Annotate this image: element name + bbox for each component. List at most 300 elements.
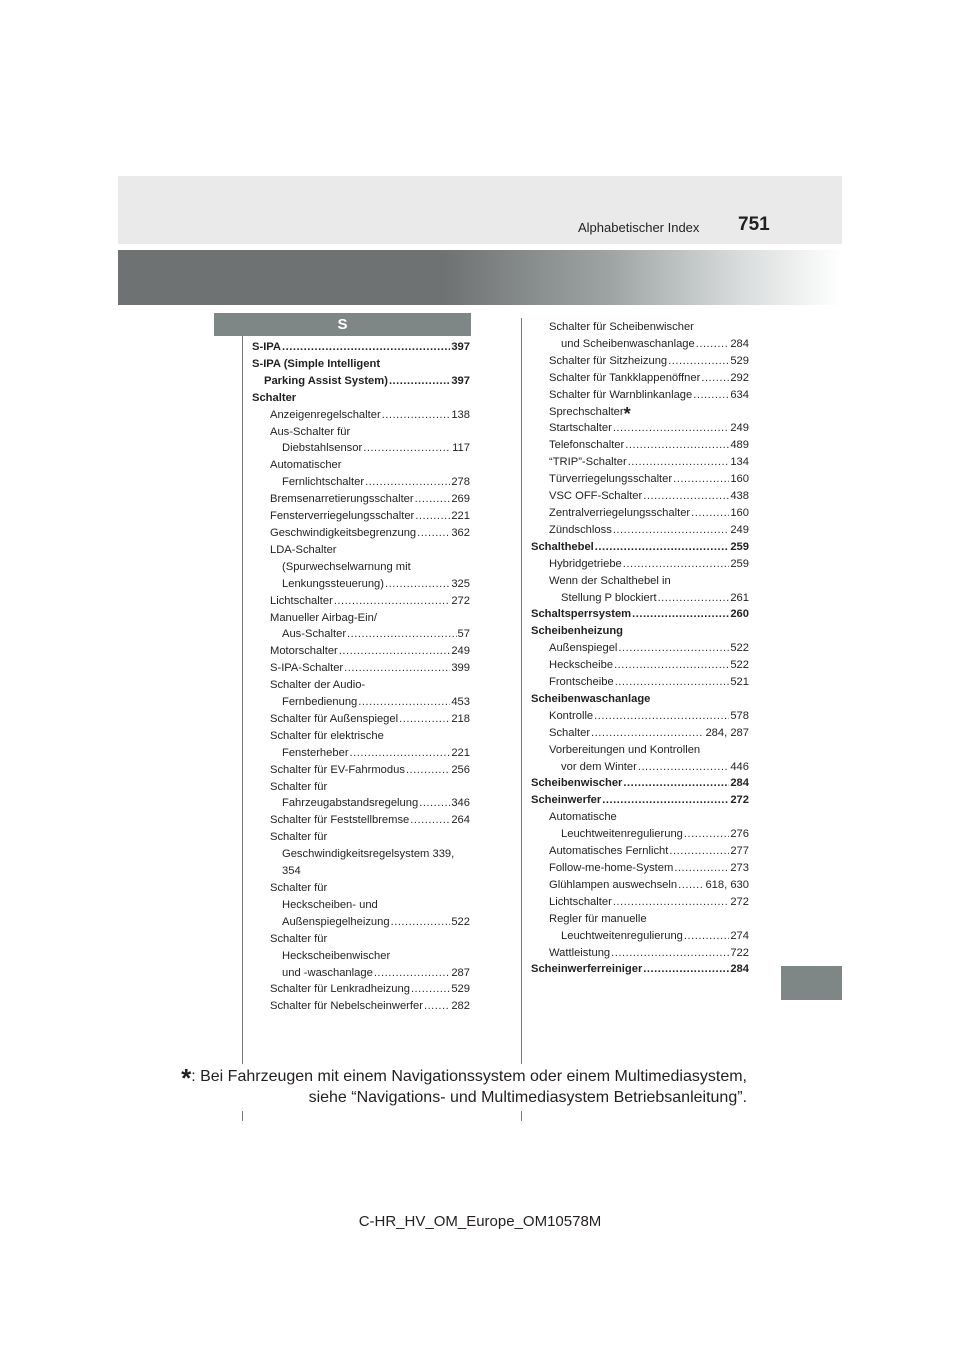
page-reference: 522 xyxy=(730,659,749,672)
index-term: Wenn der Schalthebel in xyxy=(549,574,671,587)
index-term: Schalter für Lenkradheizung xyxy=(270,983,410,996)
index-term: Schalter für Warnblinkanlage xyxy=(549,388,693,401)
index-entry-line xyxy=(270,795,470,812)
index-entry-line xyxy=(252,373,470,390)
dot-leader xyxy=(628,454,730,471)
index-entry xyxy=(531,623,749,640)
index-entry xyxy=(531,353,749,370)
index-term: Schalter für xyxy=(270,882,328,894)
page-reference: 259 xyxy=(730,557,749,570)
index-entry xyxy=(252,491,470,508)
index-term: LDA-Schalter xyxy=(270,543,337,556)
index-entry xyxy=(531,319,749,353)
index-term: Heckscheibenwischer xyxy=(282,949,391,962)
index-entry-line xyxy=(549,353,749,370)
index-entry-line xyxy=(270,998,470,1015)
index-term: Lichtschalter xyxy=(270,594,333,607)
index-entry xyxy=(252,356,470,390)
index-entry xyxy=(252,593,470,610)
index-entry xyxy=(252,711,470,728)
page-reference: 57 xyxy=(457,628,470,641)
index-term: Lenkungssteuerung) xyxy=(282,577,385,590)
index-entry xyxy=(531,961,749,978)
index-term: Fensterheber xyxy=(282,746,349,759)
index-entry xyxy=(252,643,470,660)
index-entry-line xyxy=(270,576,470,593)
index-entry-line xyxy=(270,440,470,457)
index-entry-line xyxy=(549,573,749,590)
index-entry xyxy=(252,880,470,931)
index-entry-line xyxy=(270,762,470,779)
index-entry xyxy=(531,573,749,607)
index-term: VSC OFF-Schalter xyxy=(549,490,643,503)
index-entry xyxy=(252,660,470,677)
dot-leader xyxy=(347,626,457,643)
index-term: Zentralverriegelungsschalter xyxy=(549,506,691,519)
index-term: S-IPA-Schalter xyxy=(270,662,344,675)
page-reference: 397 xyxy=(451,341,470,353)
index-entry-line xyxy=(270,457,470,474)
index-column-right xyxy=(531,319,749,978)
index-entry xyxy=(531,403,749,424)
page-reference: 264 xyxy=(451,814,470,827)
index-entry-line xyxy=(252,390,470,407)
dot-leader xyxy=(611,945,729,962)
index-entry xyxy=(252,390,470,407)
column-divider-left-tail xyxy=(242,1111,243,1121)
dot-leader xyxy=(613,522,730,539)
page-reference: 362 xyxy=(451,526,470,539)
index-term: und Scheibenwaschanlage xyxy=(561,337,695,350)
index-term: Schalter für Scheibenwischer xyxy=(549,321,694,333)
index-entry-line xyxy=(549,522,749,539)
index-entry-line xyxy=(270,812,470,829)
index-term: Außenspiegelheizung xyxy=(282,915,390,928)
index-entry-line xyxy=(270,829,470,846)
page-reference: 438 xyxy=(730,490,749,503)
index-entry-line xyxy=(531,623,749,640)
index-entry-line xyxy=(270,559,470,576)
page-reference: 399 xyxy=(451,662,470,675)
index-entry xyxy=(531,742,749,776)
index-term: Parking Assist System) xyxy=(264,374,388,387)
page-reference: 138 xyxy=(451,408,470,421)
index-entry-line xyxy=(252,339,470,356)
index-entry-line xyxy=(270,626,470,643)
index-entry xyxy=(531,471,749,488)
dot-leader xyxy=(411,981,450,998)
index-entry-line xyxy=(549,742,749,759)
dot-leader xyxy=(696,336,730,353)
index-entry xyxy=(531,843,749,860)
index-term: Vorbereitungen und Kontrollen xyxy=(549,743,701,756)
index-entry xyxy=(531,708,749,725)
dot-leader xyxy=(385,576,450,593)
dot-leader xyxy=(406,762,450,779)
index-term: Fahrzeugabstandsregelung xyxy=(282,797,419,810)
index-entry-line xyxy=(270,846,470,863)
index-entry xyxy=(252,728,470,762)
index-entry-line xyxy=(531,775,749,792)
index-entry xyxy=(252,931,470,982)
index-term: Heckscheiben- und xyxy=(282,898,378,911)
index-entry xyxy=(531,860,749,877)
index-entry xyxy=(252,457,470,491)
index-entry xyxy=(252,812,470,829)
dot-leader xyxy=(594,708,729,725)
index-term: Kontrolle xyxy=(549,709,594,722)
index-term: Schalthebel xyxy=(531,540,594,553)
page-reference: 325 xyxy=(451,577,470,590)
index-entry-line xyxy=(549,488,749,505)
index-entry xyxy=(531,387,749,404)
page-reference: 522 xyxy=(451,915,470,928)
dot-leader xyxy=(363,440,451,457)
dot-leader xyxy=(632,606,729,623)
index-entry-line xyxy=(270,542,470,559)
column-divider-middle-tail xyxy=(521,1111,522,1121)
index-term: Schalter für Tankklappenöffner xyxy=(549,371,701,384)
dot-leader xyxy=(339,643,451,660)
index-entry-line xyxy=(270,897,470,914)
dot-leader xyxy=(625,437,729,454)
index-entry-line xyxy=(531,691,749,708)
page-reference: 397 xyxy=(451,374,470,387)
index-entry-line xyxy=(549,945,749,962)
index-entry xyxy=(252,407,470,424)
dot-leader xyxy=(365,474,450,491)
index-entry-line xyxy=(270,660,470,677)
index-term: Geschwindigkeitsregelsystem 339, xyxy=(282,848,455,861)
index-entry-line xyxy=(549,640,749,657)
index-entry-line xyxy=(270,728,470,745)
index-entry-line xyxy=(549,556,749,573)
dot-leader xyxy=(658,590,730,607)
footnote-star: * xyxy=(181,1063,192,1093)
index-entry xyxy=(531,657,749,674)
index-term: Lichtschalter xyxy=(549,895,612,908)
index-term: “TRIP”-Schalter xyxy=(549,456,627,469)
index-entry xyxy=(531,894,749,911)
index-term: Sprechschalter xyxy=(549,405,624,418)
page-reference: 284, 287 xyxy=(705,726,749,739)
page-reference: 346 xyxy=(451,797,470,810)
page-reference: 221 xyxy=(451,746,470,759)
index-entry xyxy=(531,420,749,437)
page-reference: 272 xyxy=(730,794,749,807)
dot-leader xyxy=(415,508,450,525)
model-code: C-HR_HV_OM_Europe_OM10578M xyxy=(358,1213,602,1230)
index-term: Diebstahlsensor xyxy=(282,442,363,455)
index-entry xyxy=(531,911,749,945)
index-entry-line xyxy=(549,454,749,471)
index-term: Türverriegelungsschalter xyxy=(549,473,673,486)
index-term: Aus-Schalter für xyxy=(270,425,351,438)
page-reference: 256 xyxy=(451,763,470,776)
index-term: Leuchtweitenregulierung xyxy=(561,828,683,841)
dot-leader xyxy=(693,387,729,404)
index-entry-line xyxy=(549,319,749,336)
index-entry xyxy=(531,606,749,623)
page-reference: 292 xyxy=(730,371,749,384)
page-reference: 272 xyxy=(730,895,749,908)
page-reference: 260 xyxy=(730,608,749,621)
dot-leader xyxy=(382,407,451,424)
page-reference: 274 xyxy=(730,929,749,942)
index-term: Schalter für xyxy=(270,932,328,945)
dot-leader xyxy=(684,928,729,945)
index-entry-line xyxy=(270,931,470,948)
page-reference: 284 xyxy=(730,777,749,790)
page-reference: 578 xyxy=(730,709,749,722)
index-term: S-IPA xyxy=(252,341,282,353)
page-reference: 287 xyxy=(451,966,470,979)
dot-leader xyxy=(374,965,451,982)
footnote-line-2: siehe “Navigations- und Multimediasystem Betriebsanleitung”. xyxy=(308,1089,747,1106)
dot-leader xyxy=(643,488,729,505)
index-term: Schalter für xyxy=(270,831,328,844)
index-entry xyxy=(531,488,749,505)
index-term: Zündschloss xyxy=(549,523,612,536)
index-entry xyxy=(252,339,470,356)
footnote-line-1: : Bei Fahrzeugen mit einem Navigationssystem oder einem Multimediasystem, xyxy=(191,1068,747,1085)
page-reference: 284 xyxy=(730,337,749,350)
index-entry-line xyxy=(270,948,470,965)
index-entry xyxy=(252,508,470,525)
index-entry-line xyxy=(270,711,470,728)
index-entry-line xyxy=(270,407,470,424)
page-reference: 273 xyxy=(730,862,749,874)
page-reference: 522 xyxy=(730,642,749,655)
index-entry-line xyxy=(549,420,749,437)
index-entry-line xyxy=(270,491,470,508)
index-entry xyxy=(531,454,749,471)
index-term: Manueller Airbag-Ein/ xyxy=(270,611,377,624)
index-term: Glühlampen auswechseln xyxy=(549,878,678,891)
index-term: Fernbedienung xyxy=(282,696,358,709)
index-entry xyxy=(531,877,749,894)
index-entry-line: Sprechschalter * xyxy=(549,403,631,424)
page-reference: 259 xyxy=(730,540,749,553)
index-term: Heckscheibe xyxy=(549,659,614,672)
dot-leader xyxy=(684,826,729,843)
dot-leader xyxy=(419,795,450,812)
page-reference: 284 xyxy=(730,963,749,976)
dot-leader xyxy=(417,525,450,542)
index-entry-line xyxy=(549,674,749,691)
page-reference: 446 xyxy=(730,760,749,773)
page-reference: 249 xyxy=(730,422,749,435)
index-entry-line xyxy=(531,539,749,556)
index-entry xyxy=(252,779,470,813)
index-entry-line xyxy=(270,745,470,762)
page-reference: 521 xyxy=(730,676,749,689)
index-entry-line xyxy=(549,826,749,843)
page-reference: 249 xyxy=(730,523,749,536)
index-term: Startschalter xyxy=(549,422,612,435)
index-term: Aus-Schalter xyxy=(282,628,347,641)
page-reference: 618, 630 xyxy=(705,878,749,891)
index-term: Frontscheibe xyxy=(549,676,614,689)
index-entry-line xyxy=(549,387,749,404)
index-entry-line xyxy=(252,356,470,373)
index-term: vor dem Winter xyxy=(561,760,637,773)
index-entry xyxy=(252,610,470,644)
page-reference: 278 xyxy=(451,476,470,489)
index-entry-line xyxy=(270,779,470,796)
header-title: Alphabetischer Index xyxy=(578,220,700,235)
index-entry xyxy=(531,775,749,792)
index-entry-line xyxy=(549,725,749,742)
dot-leader xyxy=(669,843,729,860)
index-entry-line xyxy=(531,606,749,623)
index-entry-line xyxy=(549,370,749,387)
index-entry-line xyxy=(270,965,470,982)
index-term: Scheinwerfer xyxy=(531,794,602,807)
index-entry xyxy=(531,945,749,962)
index-entry xyxy=(252,981,470,998)
page-reference: 249 xyxy=(451,645,470,658)
index-entry-line xyxy=(549,759,749,776)
index-entry-line xyxy=(270,508,470,525)
section-letter-tab: S xyxy=(214,313,471,336)
index-entry xyxy=(252,762,470,779)
dot-leader xyxy=(623,775,729,792)
index-term: 354 xyxy=(282,865,301,878)
index-term: Leuchtweitenregulierung xyxy=(561,929,683,942)
page-reference: 221 xyxy=(451,510,470,523)
decorative-gradient-band xyxy=(118,250,842,305)
index-term: (Spurwechselwarnung mit xyxy=(282,560,411,573)
index-term: Schalter xyxy=(252,391,297,404)
index-entry-line xyxy=(270,677,470,694)
dot-leader xyxy=(678,877,704,894)
index-entry-line xyxy=(549,657,749,674)
dot-leader xyxy=(618,640,729,657)
dot-leader xyxy=(615,674,730,691)
index-term: Automatische xyxy=(549,811,617,824)
page-reference: 269 xyxy=(451,493,470,506)
page-reference: 722 xyxy=(730,946,749,959)
index-term: Hybridgetriebe xyxy=(549,557,622,570)
dot-leader xyxy=(282,339,450,356)
dot-leader xyxy=(399,711,450,728)
chapter-side-tab xyxy=(781,966,842,1000)
index-term: Automatisches Fernlicht xyxy=(549,845,669,858)
index-entry xyxy=(531,437,749,454)
index-term: Wattleistung xyxy=(549,946,611,959)
index-entry-line xyxy=(270,593,470,610)
page-reference: 160 xyxy=(730,473,749,486)
index-entry xyxy=(252,677,470,711)
page-reference: 218 xyxy=(451,712,470,725)
index-term: Schalter der Audio- xyxy=(270,679,366,692)
index-term: Stellung P blockiert xyxy=(561,591,657,604)
index-term: Regler für manuelle xyxy=(549,912,647,925)
index-entry-line xyxy=(549,894,749,911)
index-term: Geschwindigkeitsbegrenzung xyxy=(270,526,417,539)
index-entry-line xyxy=(270,880,470,897)
index-term: Schalter für elektrische xyxy=(270,729,384,742)
dot-leader xyxy=(602,792,729,809)
index-term: Automatischer xyxy=(270,459,342,472)
page-reference: 277 xyxy=(730,845,749,858)
page-reference: 453 xyxy=(451,696,470,709)
header-band xyxy=(118,176,842,244)
dot-leader xyxy=(673,471,729,488)
dot-leader xyxy=(613,894,730,911)
dot-leader xyxy=(638,759,729,776)
page-reference: 160 xyxy=(730,506,749,519)
index-entry xyxy=(252,542,470,593)
index-entry-line xyxy=(531,961,749,978)
index-entry-line xyxy=(270,610,470,627)
index-term: Telefonschalter xyxy=(549,439,625,452)
index-entry-line xyxy=(549,505,749,522)
index-entry-line xyxy=(549,471,749,488)
dot-leader xyxy=(701,370,729,387)
index-term: Schalter für Sitzheizung xyxy=(549,354,668,367)
index-entry xyxy=(531,370,749,387)
index-term: Bremsenarretierungsschalter xyxy=(270,493,414,506)
index-entry-line xyxy=(270,863,470,880)
index-entry-line xyxy=(549,843,749,860)
dot-leader xyxy=(358,694,450,711)
index-entry xyxy=(252,829,470,880)
index-entry xyxy=(252,998,470,1015)
index-entry-line xyxy=(270,525,470,542)
index-entry-line xyxy=(549,928,749,945)
dot-leader xyxy=(424,998,450,1015)
dot-leader xyxy=(613,420,730,437)
index-entry xyxy=(252,525,470,542)
index-term: Schalter für Feststellbremse xyxy=(270,814,410,827)
index-entry xyxy=(531,809,749,843)
index-entry-line xyxy=(549,708,749,725)
index-entry-line xyxy=(270,474,470,491)
index-entry xyxy=(531,539,749,556)
page-reference: 282 xyxy=(451,1000,470,1013)
dot-leader xyxy=(334,593,451,610)
index-term: Schalter für Außenspiegel xyxy=(270,712,399,725)
page-reference: 272 xyxy=(451,594,470,607)
index-entry-line xyxy=(549,437,749,454)
index-term: Fensterverriegelungsschalter xyxy=(270,510,415,523)
index-entry-line xyxy=(549,590,749,607)
dot-leader xyxy=(391,914,451,931)
index-term: Schalter xyxy=(549,726,591,739)
page-number: 751 xyxy=(738,214,770,235)
index-entry xyxy=(531,674,749,691)
column-divider-middle xyxy=(521,318,522,1064)
dot-leader xyxy=(691,505,729,522)
page-reference: 261 xyxy=(730,591,749,604)
page-reference: 117 xyxy=(452,442,470,455)
dot-leader xyxy=(389,373,450,390)
dot-leader xyxy=(614,657,729,674)
index-entry xyxy=(531,522,749,539)
page-reference: 634 xyxy=(730,388,749,401)
index-term: Schalter für Nebelscheinwerfer xyxy=(270,1000,423,1013)
index-entry-line xyxy=(549,336,749,353)
page-reference: 529 xyxy=(730,354,749,367)
dot-leader xyxy=(643,961,729,978)
dot-leader xyxy=(674,860,729,877)
index-column-left xyxy=(252,339,470,1015)
index-entry xyxy=(531,792,749,809)
index-term: Scheibenheizung xyxy=(531,625,623,638)
index-term: Fernlichtschalter xyxy=(282,476,365,489)
